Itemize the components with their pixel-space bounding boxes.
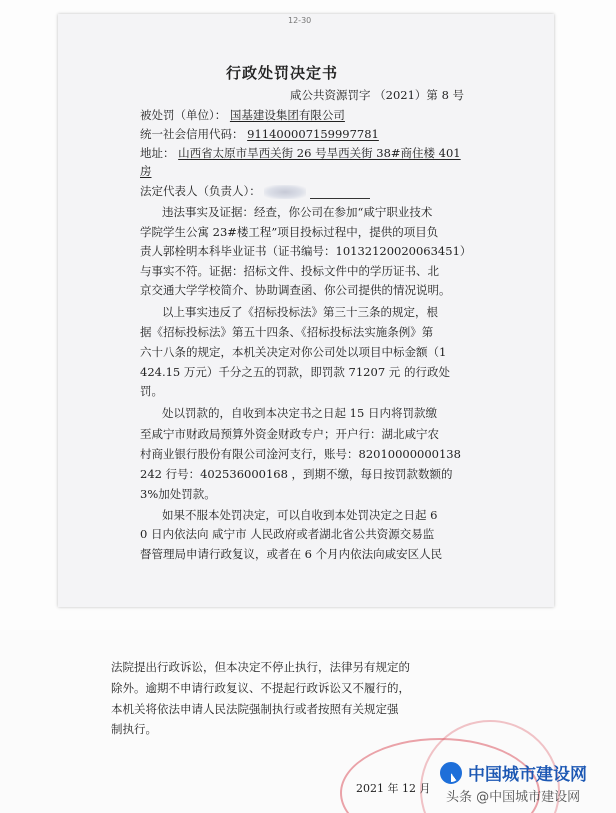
page-number: 12-30 — [288, 16, 312, 25]
body-line: 至咸宁市财政局预算外资金财政专户；开户行：湖北咸宁农 — [140, 427, 439, 441]
credit-label: 统一社会信用代码： — [140, 127, 244, 141]
credit-code-line — [140, 127, 379, 142]
body-line: 据《招标投标法》第五十四条、《招标投标法实施条例》第 — [140, 325, 434, 339]
body-line: 除外。逾期不申请行政复议、不提起行政诉讼又不履行的， — [111, 681, 410, 695]
body-line: 六十八条的规定，本机关决定对你公司处以项目中标金额（1 — [140, 345, 447, 359]
watermark-sub: 头条 @中国城市建设网 — [446, 790, 581, 805]
body-line: 如果不服本处罚决定，可以自收到本处罚决定之日起 6 — [162, 508, 438, 522]
representative-line — [140, 184, 370, 199]
penalized-label: 被处罚（单位）： — [140, 108, 227, 122]
brand-logo-icon — [440, 762, 462, 784]
address-line-2 — [140, 164, 152, 179]
penalized-value: 国基建设集团有限公司 — [229, 108, 345, 122]
body-line: 制执行。 — [111, 722, 157, 736]
body-line: 京交通大学学校简介、协助调查函、你公司提供的情况说明。 — [140, 283, 451, 297]
body-line: 村商业银行股份有限公司淦河支行，账号：82010000000138 — [140, 447, 461, 461]
document-number: 咸公共资源罚字 （2021）第 8 号 — [290, 88, 465, 102]
address-line — [140, 146, 461, 161]
body-line: 督管理局申请行政复议，或者在 6 个月内依法向咸安区人民 — [140, 547, 443, 561]
body-line: 罚。 — [140, 384, 163, 398]
watermark-brand: 中国城市建设网 — [468, 765, 587, 785]
body-line: 242 行号：402536000168 ，到期不缴，每日按罚款数额的 — [140, 467, 453, 481]
body-line: 本机关将依法申请人民法院强制执行或者按照有关规定强 — [111, 702, 399, 716]
body-line: 与事实不符。证据：招标文件、投标文件中的学历证书、北 — [140, 264, 439, 278]
document-title: 行政处罚决定书 — [226, 64, 339, 82]
body-line: 以上事实违反了《招标投标法》第三十三条的规定，根 — [162, 305, 438, 319]
decision-date: 2021 年 12 月 — [356, 782, 431, 795]
body-line: 法院提出行政诉讼，但本决定不停止执行，法律另有规定的 — [111, 660, 410, 674]
representative-blank — [310, 187, 370, 199]
body-line: 责人郭栓明本科毕业证书（证书编号：10132120020063451） — [140, 244, 472, 258]
address-label: 地址： — [140, 146, 175, 160]
representative-label: 法定代表人（负责人）： — [140, 184, 261, 198]
credit-value: 911400007159997781 — [247, 127, 379, 141]
redacted-name — [264, 185, 306, 199]
body-line: 学院学生公寓 23#楼工程”项目投标过程中，提供的项目负 — [140, 225, 439, 239]
watermark — [440, 760, 587, 785]
penalized-party-line — [140, 108, 345, 123]
body-line: 违法事实及证据：经查，你公司在参加“咸宁职业技术 — [162, 205, 433, 219]
body-line: 424.15 万元）千分之五的罚款，即罚款 71207 元 的行政处 — [140, 365, 450, 379]
body-line: 3%加处罚款。 — [140, 487, 216, 501]
address-value-1: 山西省太原市旱西关街 26 号旱西关街 38#商住楼 401 — [178, 146, 461, 160]
body-line: 0 日内依法向 咸宁市 人民政府或者湖北省公共资源交易监 — [140, 527, 435, 541]
address-value-2: 房 — [140, 164, 152, 178]
body-line: 处以罚款的，自收到本决定书之日起 15 日内将罚款缴 — [162, 406, 437, 420]
